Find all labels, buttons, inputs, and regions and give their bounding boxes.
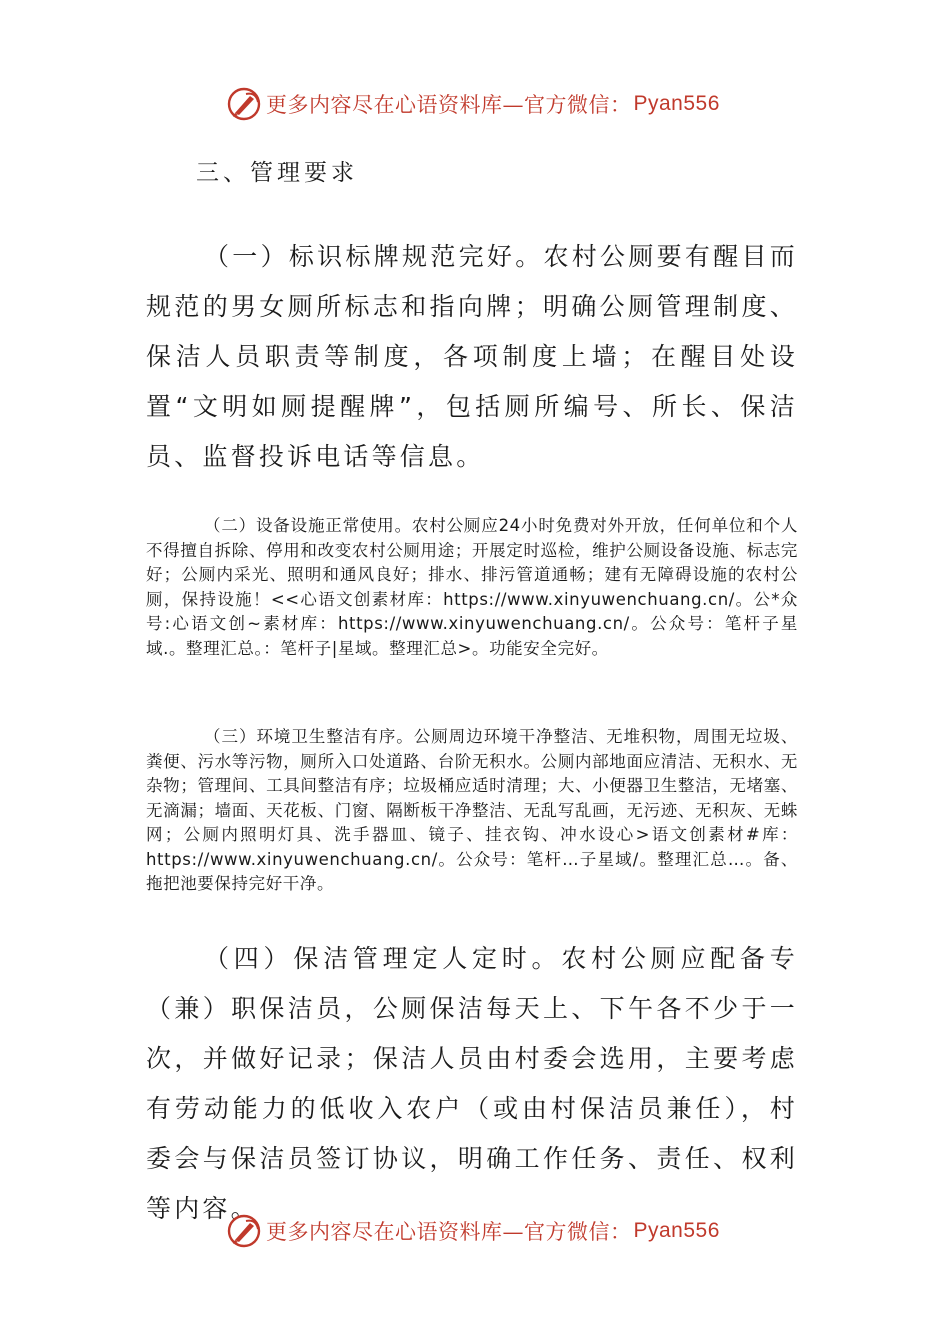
watermark-wechat-id: Pyan556 [633,92,720,115]
watermark-footer [226,1211,720,1251]
watermark-header [226,84,720,124]
pen-logo-icon [226,86,262,122]
paragraph-2: （二）设备设施正常使用。农村公厕应24小时免费对外开放，任何单位和个人不得擅自拆除、停用和改变农村公厕用途；开展定时巡检，维护公厕设备设施、标志完好；公厕内采光、照明和通风良好；排水、排污管道通畅；建有无障碍设施的农村公厕，保持设施！<<心语文创素材库：https://www.xinyuwenchuang.cn/。公*众号:心语文创~素材库：https://www.xinyuwenchuang.cn/。公众号：笔杆子星域.。整理汇总。：笔杆子|星域。整理汇总>。功能安全完好。 [146,516,798,658]
watermark-text: 更多内容尽在心语资料库—官方微信： [266,93,632,117]
watermark-text: 更多内容尽在心语资料库—官方微信： [266,1220,632,1244]
section-heading: 三、管理要求 [196,160,358,186]
paragraph-1: （一）标识标牌规范完好。农村公厕要有醒目而规范的男女厕所标志和指向牌；明确公厕管理制度、保洁人员职责等制度，各项制度上墙；在醒目处设置“文明如厕提醒牌”，包括厕所编号、所长、保洁员、监督投诉电话等信息。 [146,242,798,471]
watermark-wechat-id: Pyan556 [633,1219,720,1242]
paragraph-4: （四）保洁管理定人定时。农村公厕应配备专（兼）职保洁员，公厕保洁每天上、下午各不少于一次，并做好记录；保洁人员由村委会选用，主要考虑有劳动能力的低收入农户（或由村保洁员兼任），村委会与保洁员签订协议，明确工作任务、责任、权利等内容。 [146,944,798,1223]
paragraph-3: （三）环境卫生整洁有序。公厕周边环境干净整洁、无堆积物，周围无垃圾、粪便、污水等污物，厕所入口处道路、台阶无积水。公厕内部地面应清洁、无积水、无杂物；管理间、工具间整洁有序；垃圾桶应适时清理；大、小便器卫生整洁，无堵塞、无滴漏；墙面、天花板、门窗、隔断板干净整洁、无乱写乱画，无污迹、无积灰、无蛛网；公厕内照明灯具、洗手器皿、镜子、挂衣钩、冲水设心>语文创素材#库：https://www.xinyuwenchuang.cn/。公众号：笔杆…子星域/。整理汇总…。备、拖把池要保持完好干净。 [146,727,798,893]
pen-logo-icon [226,1213,262,1249]
